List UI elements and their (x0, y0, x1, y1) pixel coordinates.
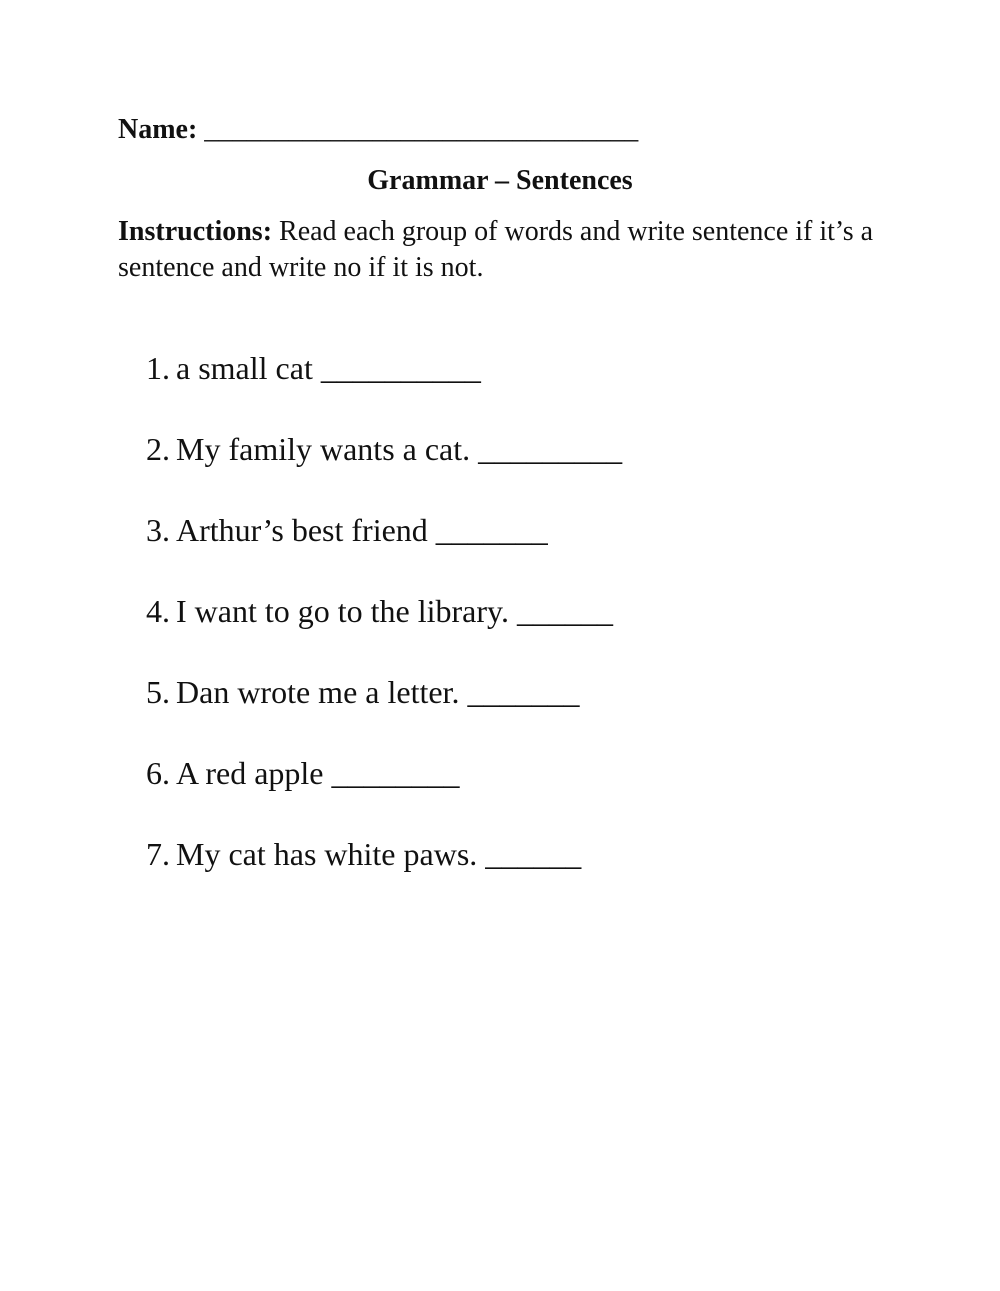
question-number: 5. (146, 674, 170, 710)
question-text[interactable]: a small cat __________ (176, 350, 481, 386)
name-label: Name: (118, 114, 198, 145)
question-item-1 (0, 350, 900, 394)
name-line (118, 114, 638, 146)
question-item-3 (0, 512, 900, 556)
name-blank[interactable]: _______________________________ (197, 114, 639, 145)
question-text[interactable]: A red apple ________ (176, 755, 460, 791)
instructions-text: Read each group of words and write sentence if it’s a sentence and write no if it is not. (118, 216, 874, 283)
page-title: Grammar – Sentences (367, 165, 633, 196)
question-number: 3. (146, 512, 170, 548)
question-number: 4. (146, 593, 170, 629)
question-item-4 (0, 593, 900, 637)
question-item-7 (0, 836, 900, 880)
question-item-5 (0, 674, 900, 718)
question-number: 1. (146, 350, 170, 386)
question-item-6 (0, 755, 900, 799)
question-number: 6. (146, 755, 170, 791)
question-text[interactable]: My cat has white paws. ______ (176, 836, 582, 872)
question-number: 7. (146, 836, 170, 872)
instructions (118, 214, 878, 286)
question-text[interactable]: Arthur’s best friend _______ (176, 512, 548, 548)
question-text[interactable]: I want to go to the library. ______ (176, 593, 613, 629)
question-text[interactable]: My family wants a cat. _________ (176, 431, 623, 467)
question-text[interactable]: Dan wrote me a letter. _______ (176, 674, 580, 710)
question-item-2 (0, 431, 900, 475)
question-number: 2. (146, 431, 170, 467)
instructions-label: Instructions: (118, 216, 273, 247)
